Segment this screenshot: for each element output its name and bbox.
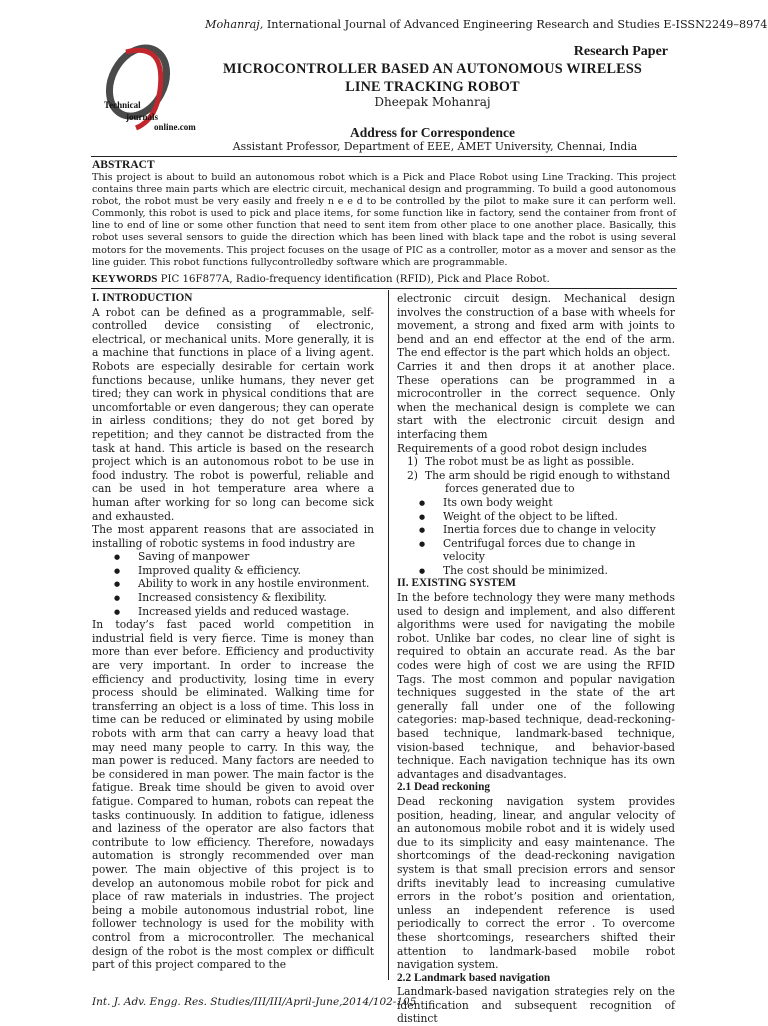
logo-text-2: journals [126,112,159,122]
list-item: ● Increased consistency & flexibility. [92,591,374,605]
page-footer: Int. J. Adv. Engg. Res. Studies/III/III/April-June,2014/102-105 [92,996,417,1008]
requirements-list [397,455,675,482]
list-item [397,469,675,483]
logo-text-1: Technical [104,100,141,110]
header-journal: International Journal of Advanced Engineering Research and Studies E-ISSN2249–8974 [263,18,768,31]
requirement-continued: forces generated due to [445,482,575,496]
right-paragraph-1: electronic circuit design. Mechanical design involves the construction of a base with wheels for movement, a strong and fixed arm with joints to bend and an end effector at the end of the arm. The end effector is the part which holds an object. [397,292,675,360]
list-item: ● Centrifugal forces due to change in velocity [397,537,675,564]
existing-paragraph: In the before technology they were many methods used to design and implement, and also different algorithms were used for navigating the mobile robot. Unlike bar codes, no clear line of sight is required to obtain an accurate read. As the bar codes were high of cost we are using the RFID Tags. The most common and popular navigation techniques suggested in the state of the art generally fall under one of the following categories: map-based technique, dead-reckoning-based technique, landmark-based technique, vision-based technique, and behavior-based technique. Each navigation technique has its own advantages and disadvantages. [397,591,675,781]
title-line-2: LINE TRACKING ROBOT [345,79,520,95]
list-item: ● Increased yields and reduced wastage. [92,605,374,619]
abstract-text: This project is about to build an autonomous robot which is a Pick and Place Robot using Line Tracking. This project contains three main parts which are electric circuit, mechanical design and programming. To build a good autonomous robot, the robot must be very easily and freely n e e d to be controlled by the pilot to make sure it can perform well. Commonly, this robot is used to pick and place items, for some function like in factory, send the container from front of line to end of line or some other function that need to sent item from other place to one another place. Basically, this robot uses several sensors to guide the direction which has been lined with black tape and the robot is using several motors for the movements. This project focuses on the usage of PIC as a controller, motor as a mover and sensor as the line guider. This robot functions fullycontrolledby software which are programmable. [92,172,676,268]
keywords-text: PIC 16F877A, Radio-frequency identification (RFID), Pick and Place Robot. [157,274,550,285]
reasons-list [92,550,374,618]
paper-title [180,60,685,96]
right-paragraph-2: Carries it and then drops it at another place. These operations can be programmed in a microcontroller in the correct sequence. Only when the mechanical design is complete we can start with the electronic circuit design and interfacing them [397,359,675,441]
running-header [205,18,768,31]
list-item: ● Inertia forces due to change in velocity [397,523,675,537]
rule-top [91,156,677,157]
intro-paragraph-3: In today’s fast paced world competition in industrial field is very fierce. Time is money than more than ever before. Efficiency and productivity are very important. In order to increase the efficiency and productivity, losing time in every process should be eliminated. Walking time for transferring an object is a loss of time. This loss in time can be reduced or eliminated by using mobile robots with arm that can carry a heavy load that may need many people to carry. In this way, the man power is reduced. Many factors are needed to be considered in man power. The main factor is the fatigue. Break time should be given to avoid over fatigue. Compared to human, robots can repeat the tasks continuously. In addition to fatigue, idleness and laziness of the operator are also factors that contribute to low efficiency. Therefore, nowadays automation is strongly recommended over man power. The main objective of this project is to develop an autonomous mobile robot for pick and place of raw materials in industries. The project being a mobile autonomous industrial robot, line follower technology is used for the mobility with control from a microcontroller. The mechanical design of the robot is the most complex or difficult part of this project compared to the [92,618,374,972]
intro-paragraph-2: The most apparent reasons that are associated in installing of robotic systems in food industry are [92,523,374,550]
paper-type-label: Research Paper [573,44,668,59]
list-item-text: The robot must be as light as possible. [425,455,635,469]
list-item [397,455,675,469]
list-item: ● The cost should be minimized. [397,564,675,578]
list-item: ● Ability to work in any hostile environment. [92,577,374,591]
intro-paragraph-1: A robot can be defined as a programmable, self-controlled device consisting of electronic, electrical, or mechanical units. More generally, it is a machine that functions in place of a living agent. Robots are especially desirable for certain work functions because, unlike humans, they never get tired; they can work in physical conditions that are uncomfortable or even dangerous; they can operate in airless conditions; they do not get bored by repetition; and they cannot be distracted from the task at hand. This article is based on the research project which is an autonomous robot to be use in food industry. The robot is powerful, reliable and can be used in hot temperature area where a human after working for so long can become sick and exhausted. [92,305,374,523]
header-author: Mohanraj, [205,18,264,31]
affiliation: Assistant Professor, Department of EEE, AMET University, Chennai, India [232,140,638,153]
author-name: Dheepak Mohanraj [374,95,491,109]
list-item-text: The arm should be rigid enough to withstand [425,468,671,482]
keywords-label: KEYWORDS [92,273,158,285]
left-column [92,292,374,972]
forces-list [397,496,675,578]
abstract-heading: ABSTRACT [92,159,155,171]
list-number: 2) [407,468,418,482]
list-item: ● Improved quality & efficiency. [92,564,374,578]
right-paragraph-3: Requirements of a good robot design includes [397,441,647,455]
rule-keywords [91,288,677,289]
existing-system-heading: II. EXISTING SYSTEM [397,577,516,590]
address-heading: Address for Correspondence [350,125,515,140]
keywords [92,273,676,285]
column-separator [388,290,389,980]
landmark-paragraph: Landmark-based navigation strategies rely on the identification and subsequent recognition of distinct [397,985,675,1026]
right-column [397,292,675,1026]
landmark-heading: 2.2 Landmark based navigation [397,971,551,984]
list-item: ● Saving of manpower [92,550,374,564]
logo-text-3: online.com [154,122,196,132]
intro-heading: I. INTRODUCTION [92,292,193,304]
list-item: ● Its own body weight [397,496,675,510]
list-number: 1) [407,455,418,469]
dead-reckoning-heading: 2.1 Dead reckoning [397,781,490,794]
dead-reckoning-paragraph: Dead reckoning navigation system provides position, heading, linear, and angular velocity of an autonomous mobile robot and it is widely used due to its simplicity and easy maintenance. The shortcomings of the dead-reckoning navigation system is that small precision errors and sensor drifts inevitably lead to increasing cumulative errors in the robot’s position and orientation, unless an independent reference is used periodically to correct the error . To overcome these shortcomings, researchers shifted their attention to landmark-based mobile robot navigation system. [397,794,675,972]
list-item: ● Weight of the object to be lifted. [397,510,675,524]
title-line-1: MICROCONTROLLER BASED AN AUTONOMOUS WIRELESS [222,61,642,77]
